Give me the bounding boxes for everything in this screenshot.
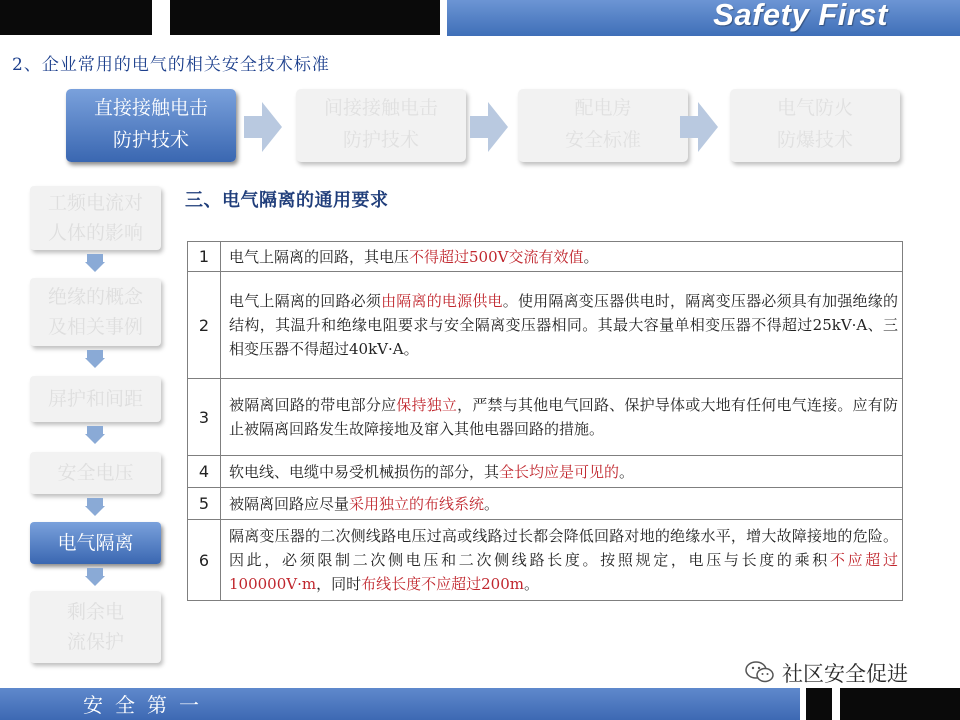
requirements-table (187, 241, 903, 601)
flow-step-2[interactable] (296, 89, 466, 162)
flow-step-line2: 防护技术 (342, 129, 419, 151)
body-text: 。 (523, 575, 539, 593)
body-text: ，同时 (316, 575, 362, 593)
flow-step-3[interactable] (518, 89, 688, 162)
highlight-text: 不得超过500V交流有效值 (409, 247, 584, 266)
row-number: 6 (188, 520, 221, 601)
row-text (221, 379, 903, 456)
nav-item-4[interactable] (30, 452, 161, 494)
header-stripe-black (170, 0, 440, 35)
row-text (221, 488, 903, 520)
highlight-text: 全长均应是可见的 (499, 462, 620, 481)
nav-item-5[interactable] (30, 522, 161, 564)
body-text: 隔离变压器的二次侧线路电压过高或线路过长都会降低回路对地的绝缘水平，增大故障接地的危险。因此，必须限制二次侧电压和二次侧线路长度。按照规定，电压与长度的乘积 (229, 527, 898, 569)
nav-item-line2: 及相关事例 (47, 316, 143, 338)
footer-stripe-black (806, 688, 832, 720)
nav-item-line1: 剩余电 (66, 601, 124, 623)
nav-item-line1: 绝缘的概念 (47, 286, 143, 308)
table-row (188, 272, 903, 379)
body-text: 被隔离回路的带电部分应 (229, 396, 397, 414)
header-bar (0, 0, 960, 42)
flow-step-line2: 防爆技术 (776, 129, 853, 151)
row-number: 4 (188, 456, 221, 488)
highlight-text: 不应超过100000V·m (229, 551, 898, 593)
footer-text: 安全第一 (83, 693, 211, 717)
table-row (188, 456, 903, 488)
row-number: 5 (188, 488, 221, 520)
header-stripe-black (0, 0, 152, 35)
flow-step-line1: 间接接触电击 (323, 97, 438, 119)
flow-step-line1: 直接接触电击 (93, 97, 208, 119)
body-text: 被隔离回路应尽量 (229, 494, 350, 513)
row-number: 3 (188, 379, 221, 456)
body-text: 电气上隔离的回路，其电压 (229, 247, 410, 266)
nav-item-line2: 流保护 (66, 631, 124, 653)
flow-step-line1: 配电房 (574, 97, 632, 119)
wechat-icon (744, 660, 776, 684)
row-number: 1 (188, 242, 221, 272)
watermark-text: 社区安全促进 (782, 662, 908, 686)
highlight-text: 保持独立 (396, 396, 458, 414)
flow-step-line2: 防护技术 (112, 129, 189, 151)
body-text: 。 (619, 462, 635, 481)
highlight-text: 采用独立的布线系统 (349, 494, 485, 513)
nav-item-line1: 工频电流对 (47, 192, 143, 214)
table-row (188, 488, 903, 520)
row-text (221, 456, 903, 488)
body-text: 电气上隔离的回路必须 (229, 292, 382, 310)
nav-item-line1: 屏护和间距 (47, 388, 143, 410)
body-text: 。 (484, 494, 500, 513)
row-text (221, 520, 903, 601)
nav-item-2[interactable] (30, 278, 161, 346)
flow-step-1[interactable] (66, 89, 236, 162)
row-text (221, 242, 903, 272)
nav-item-line2: 人体的影响 (47, 222, 143, 244)
body-text: 软电线、电缆中易受机械损伤的部分，其 (229, 462, 500, 481)
table-row (188, 520, 903, 601)
content-heading: 三、电气隔离的通用要求 (185, 190, 389, 211)
row-text (221, 272, 903, 379)
brand-title: Safety First (713, 0, 888, 32)
nav-item-6[interactable] (30, 591, 161, 663)
nav-item-line1: 安全电压 (57, 462, 134, 484)
flow-step-line2: 安全标准 (564, 129, 641, 151)
body-text: 。使用隔离变压器供电时，隔离变压器必须具有加强绝缘的结构，其温升和绝缘电阻要求与安全隔离变压器相同。其最大容量单相变压器不得超过25kV·A、三相变压器不得超过40kV·A。 (229, 292, 898, 358)
highlight-text: 布线长度不应超过200m (361, 575, 524, 593)
body-text: 。 (583, 247, 599, 266)
table-row (188, 242, 903, 272)
table-row (188, 379, 903, 456)
highlight-text: 由隔离的电源供电 (381, 292, 503, 310)
body-text: ，严禁与其他电气回路、保护导体或大地有任何电气连接。应有防止被隔离回路发生故障接地及窜入其他电器回路的措施。 (229, 396, 898, 438)
section-title: 2、企业常用的电气的相关安全技术标准 (12, 55, 330, 75)
nav-item-1[interactable] (30, 186, 161, 250)
nav-item-3[interactable] (30, 376, 161, 422)
flow-step-line1: 电气防火 (776, 97, 853, 119)
footer-stripe-black (840, 688, 960, 720)
nav-item-line1: 电气隔离 (57, 532, 134, 554)
flow-step-4[interactable] (730, 89, 900, 162)
row-number: 2 (188, 272, 221, 379)
